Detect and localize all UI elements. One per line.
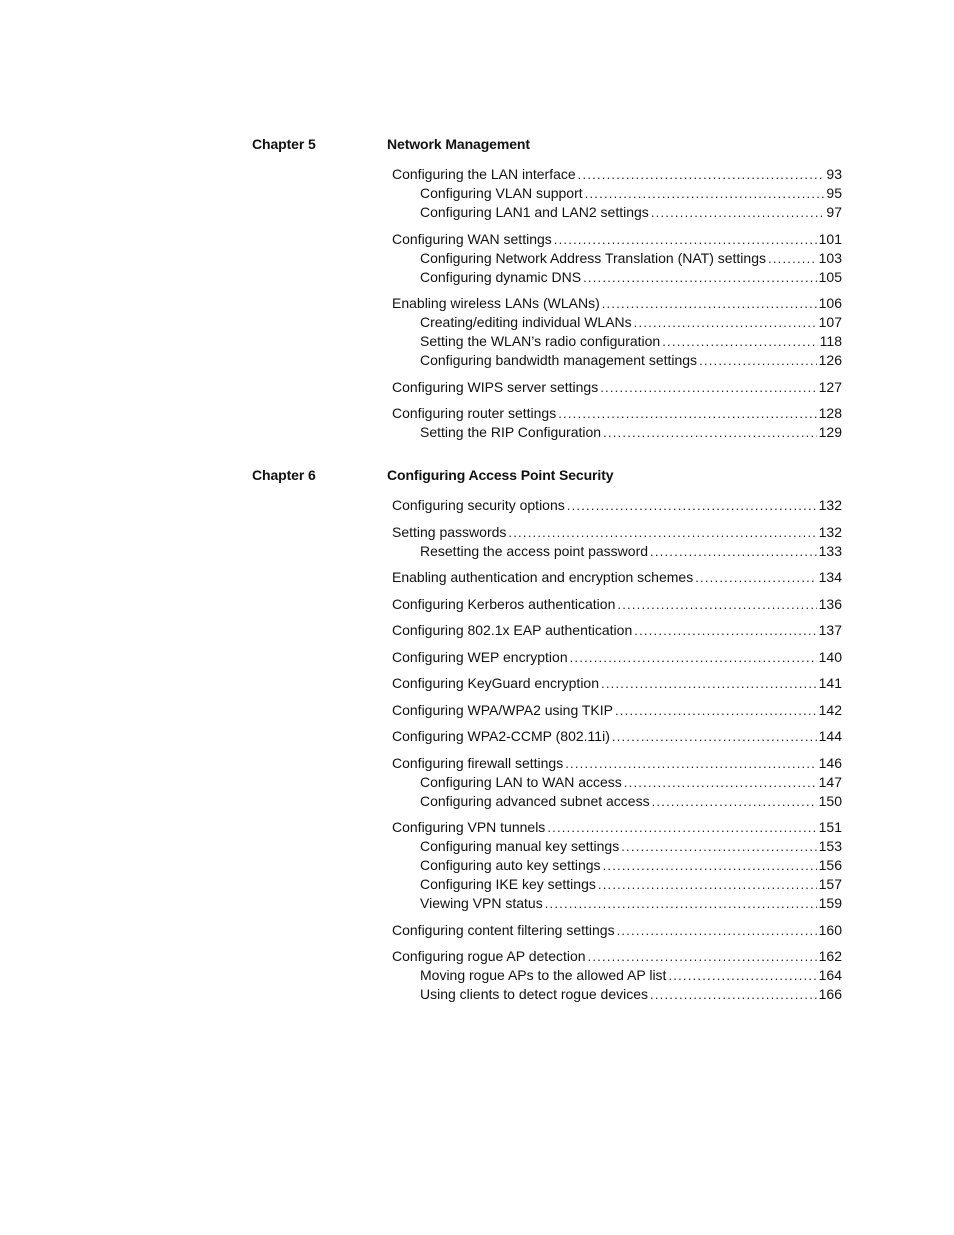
toc-subentry[interactable]	[420, 332, 842, 351]
toc-entry-title: Configuring bandwidth management settings	[420, 352, 698, 368]
toc-entry[interactable]	[392, 230, 842, 249]
toc-entry-title: Configuring KeyGuard encryption	[392, 675, 600, 691]
toc-entry-title: Resetting the access point password	[420, 542, 649, 559]
toc-entry-title: Configuring WPA2-CCMP (802.11i)	[392, 728, 610, 744]
dot-leader	[662, 332, 817, 351]
toc-subentry[interactable]	[420, 773, 842, 792]
toc-page-number: 132	[818, 523, 842, 540]
toc-entry[interactable]	[392, 674, 842, 693]
toc-subentry[interactable]	[420, 313, 842, 332]
toc-entry[interactable]	[392, 568, 842, 587]
toc-entry-title: Using clients to detect rogue devices	[420, 986, 649, 1002]
toc-page-number: 150	[818, 792, 842, 809]
toc-page-number: 133	[818, 542, 842, 559]
toc-entry-title: Configuring LAN to WAN access	[420, 773, 622, 790]
chapter-title: Network Management	[387, 136, 530, 152]
dot-leader	[695, 568, 816, 587]
toc-page-number: 164	[818, 967, 842, 983]
toc-page-number: 159	[818, 895, 842, 911]
toc-page-number: 93	[826, 166, 842, 182]
toc-group	[0, 648, 954, 667]
toc-entry-title: Configuring the LAN interface	[392, 166, 576, 182]
dot-leader	[603, 856, 817, 875]
toc-entry-title: Enabling authentication and encryption schemes	[392, 569, 694, 585]
toc-page-number: 107	[818, 314, 842, 330]
toc-entry[interactable]	[392, 947, 842, 966]
dot-leader	[621, 837, 816, 856]
toc-group	[0, 496, 954, 515]
dot-leader	[558, 404, 816, 423]
dot-leader	[634, 621, 816, 640]
toc-entry-title: Configuring WEP encryption	[392, 648, 568, 665]
toc-entry-title: Configuring rogue AP detection	[392, 948, 586, 964]
toc-group	[0, 947, 954, 1004]
dot-leader	[554, 230, 817, 249]
chapter-section	[0, 466, 954, 1004]
toc-page-number: 151	[818, 819, 842, 835]
toc-page-number: 141	[818, 675, 842, 691]
toc-page-number: 95	[826, 185, 842, 201]
toc-page-number: 162	[818, 948, 842, 964]
toc-entry[interactable]	[392, 921, 842, 940]
toc-page-number: 137	[818, 622, 842, 638]
toc-page-number: 129	[818, 424, 842, 440]
toc-entry-title: Configuring security options	[392, 497, 565, 513]
dot-leader	[768, 249, 817, 268]
toc-page-number: 140	[818, 648, 842, 665]
toc-entry-title: Setting the RIP Configuration	[420, 424, 602, 440]
toc-entry-title: Configuring VLAN support	[420, 185, 583, 201]
toc-entry-title: Configuring 802.1x EAP authentication	[392, 622, 633, 638]
toc-subentry[interactable]	[420, 268, 842, 287]
toc-page-number: 103	[818, 249, 842, 266]
toc-entry-title: Configuring content filtering settings	[392, 921, 615, 938]
dot-leader	[583, 268, 817, 287]
toc-entry[interactable]	[392, 818, 842, 837]
toc-subentry[interactable]	[420, 203, 842, 222]
toc-entry-title: Configuring firewall settings	[392, 754, 564, 771]
toc-subentry[interactable]	[420, 249, 842, 268]
toc-page-number: 153	[818, 838, 842, 854]
dot-leader	[585, 184, 825, 203]
toc-group	[0, 378, 954, 397]
toc-entry-title: Configuring auto key settings	[420, 857, 601, 873]
toc-page-number: 146	[818, 754, 842, 771]
dot-leader	[565, 754, 816, 773]
dot-leader	[567, 496, 817, 515]
dot-leader	[651, 203, 825, 222]
toc-group	[0, 230, 954, 287]
dot-leader	[603, 423, 817, 442]
toc-group	[0, 621, 954, 640]
toc-group	[0, 674, 954, 693]
toc-page-number: 134	[818, 569, 842, 585]
toc-entry[interactable]	[392, 648, 842, 667]
dot-leader	[547, 818, 816, 837]
toc-entry-title: Configuring dynamic DNS	[420, 268, 582, 285]
toc-entry-title: Configuring manual key settings	[420, 838, 620, 854]
toc-entry-title: Enabling wireless LANs (WLANs)	[392, 295, 600, 311]
toc-subentry[interactable]	[420, 423, 842, 442]
toc-entry-title: Moving rogue APs to the allowed AP list	[420, 967, 667, 983]
toc-page-number: 142	[818, 701, 842, 718]
dot-leader	[668, 966, 816, 985]
toc-page-number: 101	[818, 230, 842, 247]
toc-group	[0, 701, 954, 720]
chapter-number: Chapter 5	[252, 136, 316, 152]
dot-leader	[545, 894, 817, 913]
toc-entry-title: Configuring WPA/WPA2 using TKIP	[392, 701, 613, 718]
toc-entry[interactable]	[392, 754, 842, 773]
dot-leader	[612, 727, 817, 746]
toc-page-number: 166	[818, 986, 842, 1002]
dot-leader	[634, 313, 817, 332]
toc-entry-title: Configuring LAN1 and LAN2 settings	[420, 204, 649, 220]
toc-subentry[interactable]	[420, 351, 842, 370]
toc-group	[0, 818, 954, 913]
toc-subentry[interactable]	[420, 837, 842, 856]
toc-page-number: 156	[818, 857, 842, 873]
toc-entry-title: Configuring Kerberos authentication	[392, 595, 616, 612]
dot-leader	[600, 378, 816, 397]
toc-entry[interactable]	[392, 404, 842, 423]
dot-leader	[617, 921, 817, 940]
toc-page-number: 97	[826, 204, 842, 220]
toc-page-number: 147	[818, 773, 842, 790]
toc-group	[0, 595, 954, 614]
toc-page-number: 126	[818, 352, 842, 368]
toc-entry[interactable]	[392, 378, 842, 397]
dot-leader	[699, 351, 817, 370]
toc-entry-title: Configuring Network Address Translation (NAT) settings	[420, 249, 766, 266]
toc-subentry[interactable]	[420, 985, 842, 1004]
toc-entry-title: Configuring IKE key settings	[420, 876, 596, 892]
toc-entry[interactable]	[392, 496, 842, 515]
toc-entry-title: Viewing VPN status	[420, 895, 543, 911]
dot-leader	[624, 773, 817, 792]
toc-page-number: 128	[818, 405, 842, 421]
toc-entry-title: Configuring VPN tunnels	[392, 819, 546, 835]
toc-page-number: 118	[819, 333, 842, 349]
dot-leader	[617, 595, 816, 614]
toc-subentry[interactable]	[420, 966, 842, 985]
chapter-section	[0, 135, 954, 442]
toc-subentry[interactable]	[420, 856, 842, 875]
toc-entry-title: Setting passwords	[392, 523, 507, 540]
toc-group	[0, 404, 954, 442]
toc-subentry[interactable]	[420, 894, 842, 913]
toc-page-number: 127	[818, 378, 842, 395]
toc-entry[interactable]	[392, 727, 842, 746]
toc-group	[0, 727, 954, 746]
toc-entry[interactable]	[392, 294, 842, 313]
toc-group	[0, 568, 954, 587]
toc-subentry[interactable]	[420, 792, 842, 811]
dot-leader	[652, 792, 817, 811]
toc-page-number: 136	[818, 595, 842, 612]
dot-leader	[570, 648, 817, 667]
dot-leader	[615, 701, 817, 720]
toc-entry[interactable]	[392, 701, 842, 720]
toc-entry-title: Setting the WLAN’s radio configuration	[420, 333, 661, 349]
toc-group	[0, 754, 954, 811]
dot-leader	[578, 165, 825, 184]
toc-subentry[interactable]	[420, 184, 842, 203]
toc-group	[0, 523, 954, 561]
dot-leader	[598, 875, 817, 894]
toc-group	[0, 294, 954, 370]
toc-entry-title: Creating/editing individual WLANs	[420, 314, 632, 330]
toc-entry[interactable]	[392, 621, 842, 640]
toc-page-number: 157	[818, 876, 842, 892]
toc-page-number: 144	[818, 728, 842, 744]
table-of-contents	[0, 135, 954, 1012]
dot-leader	[650, 542, 817, 561]
toc-subentry[interactable]	[420, 542, 842, 561]
dot-leader	[650, 985, 817, 1004]
chapter-number: Chapter 6	[252, 467, 316, 483]
toc-page-number: 160	[818, 921, 842, 938]
toc-entry[interactable]	[392, 523, 842, 542]
toc-entry[interactable]	[392, 595, 842, 614]
dot-leader	[602, 294, 817, 313]
dot-leader	[588, 947, 817, 966]
chapter-title: Configuring Access Point Security	[387, 467, 614, 483]
toc-entry-title: Configuring WAN settings	[392, 230, 552, 247]
toc-entry[interactable]	[392, 165, 842, 184]
toc-entry-title: Configuring advanced subnet access	[420, 792, 650, 809]
dot-leader	[508, 523, 816, 542]
toc-entry-title: Configuring WIPS server settings	[392, 378, 599, 395]
toc-subentry[interactable]	[420, 875, 842, 894]
toc-entry-title: Configuring router settings	[392, 405, 557, 421]
toc-page-number: 105	[818, 268, 842, 285]
toc-group	[0, 165, 954, 222]
toc-page-number: 106	[818, 295, 842, 311]
dot-leader	[601, 674, 817, 693]
toc-group	[0, 921, 954, 940]
toc-page-number: 132	[818, 497, 842, 513]
